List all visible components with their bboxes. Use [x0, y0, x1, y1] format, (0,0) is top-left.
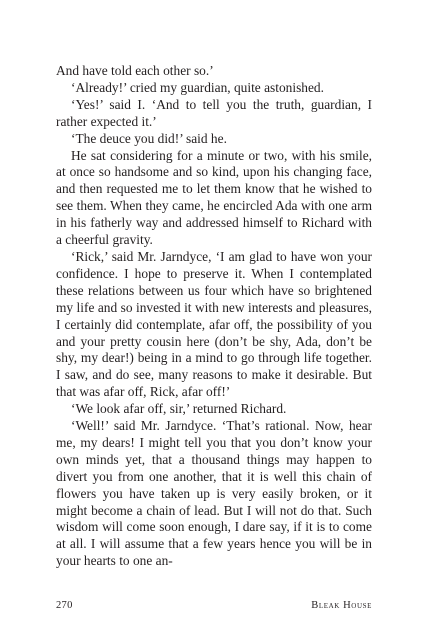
paragraph-continuation: And have told each other so.’: [56, 63, 214, 78]
page-number: 270: [56, 600, 73, 611]
paragraph: He sat considering for a minute or two, with his smile, at once so handsome and so kind, upon his changing face, and then requested me to let them know that he wished to see them. When they came, he encircled Ada with one arm in his fatherly way and addressed himself to Richard with a cheerful gravity.: [56, 147, 372, 248]
paragraph: ‘Rick,’ said Mr. Jarndyce, ‘I am glad to have won your confidence. I hope to preserve it. When I contemplated these relations between us four which have so brightened my life and so invested it with new interests and pleasures, I certainly did contemplate, afar off, the possibility of you and your pretty cousin here (don’t be shy, Ada, don’t be shy, my dear!) being in a mind to go through life together. I saw, and do see, many reasons to make it desirable. But that was afar off, Rick, afar off!’: [56, 248, 372, 400]
page-footer: [56, 600, 372, 614]
paragraph: ‘We look afar off, sir,’ returned Richard.: [71, 401, 287, 417]
paragraph: ‘Well!’ said Mr. Jarndyce. ‘That’s rational. Now, hear me, my dears! I might tell you that you don’t know your own minds yet, that a thousand things may happen to divert you from one another, that it is well this chain of flowers you have taken up is very easily broken, or it might become a chain of lead. But I will not do that. Such wisdom will come soon enough, I dare say, if it is to come at all. I will assume that a few years hence you will be in your hearts to one an-: [56, 418, 372, 569]
paragraph: ‘The deuce you did!’ said he.: [71, 130, 227, 146]
paragraph: ‘Yes!’ said I. ‘And to tell you the truth, guardian, I rather expected it.’: [56, 96, 372, 129]
body-text: [56, 63, 372, 570]
paragraph: ‘Already!’ cried my guardian, quite astonished.: [71, 79, 324, 95]
running-title: Bleak House: [311, 600, 372, 611]
